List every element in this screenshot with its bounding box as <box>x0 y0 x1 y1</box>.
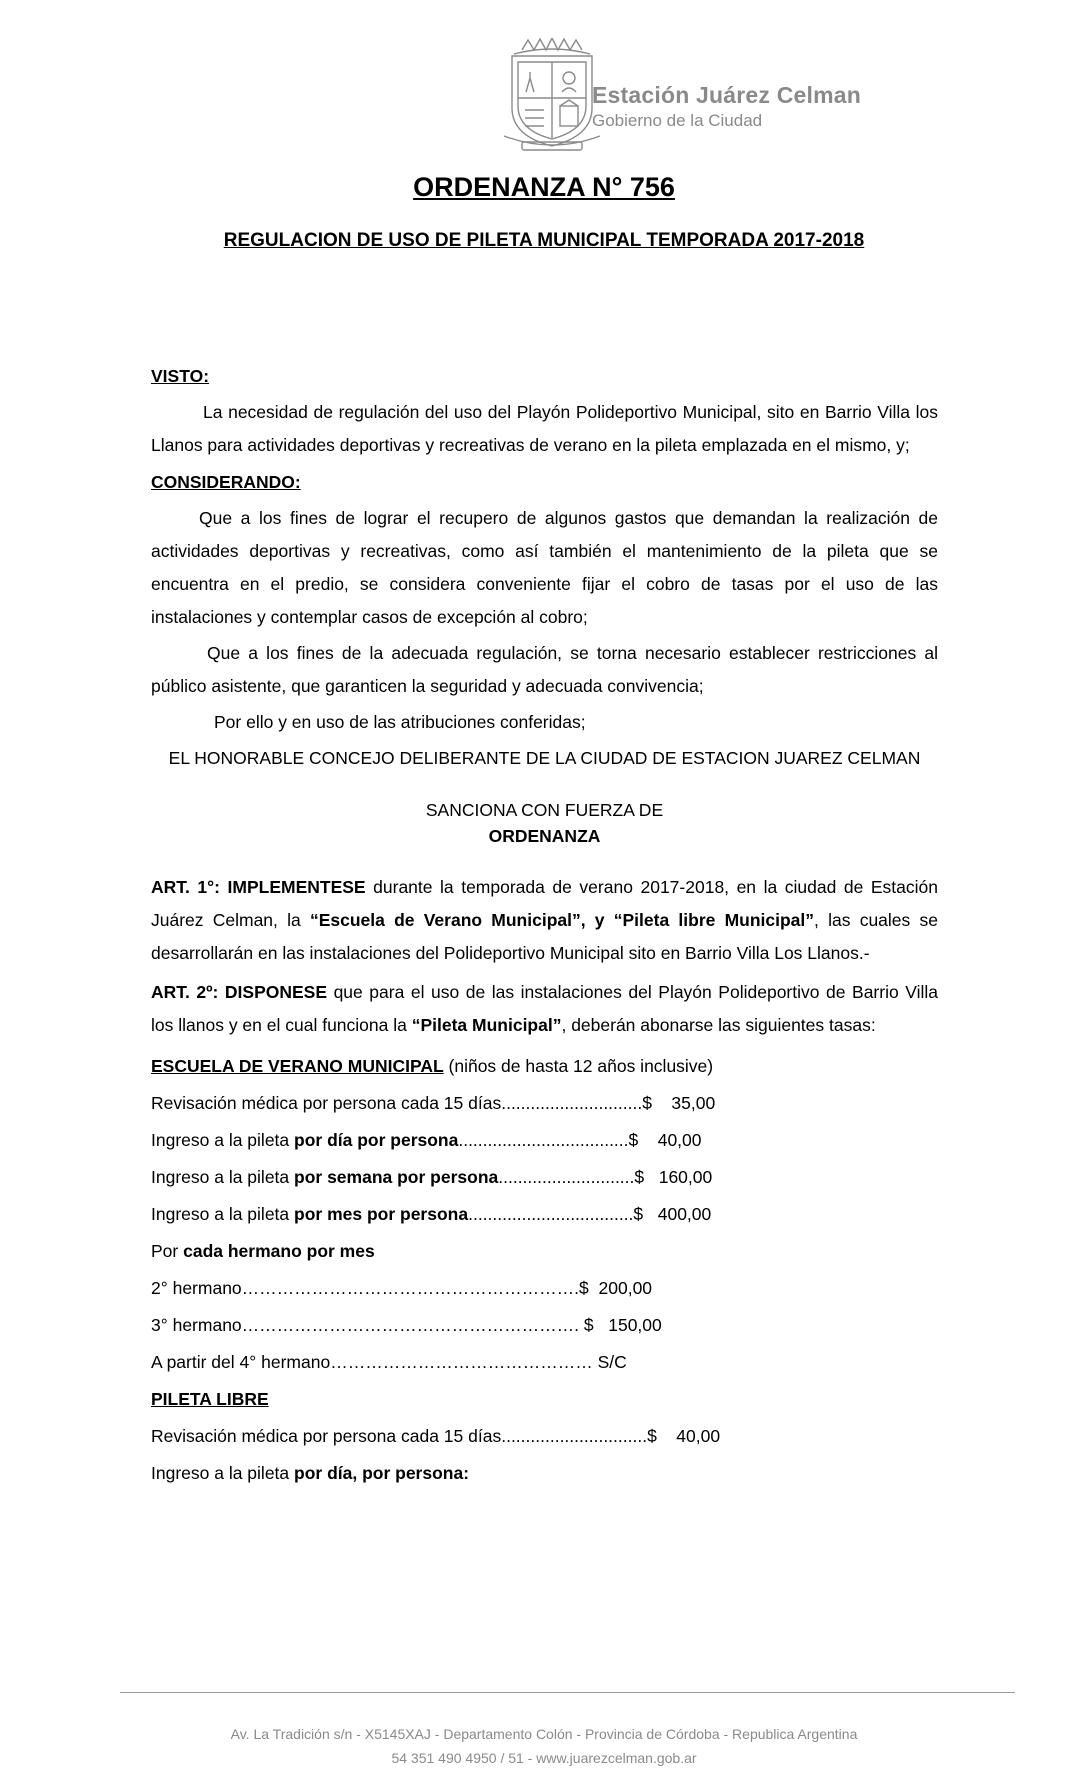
fee-dots: ............................ <box>498 1167 635 1187</box>
hermano-label: 3° hermano <box>151 1315 242 1335</box>
article-2-text-1: que para el uso de las instalaciones del Playón Polideportivo de Barrio Villa los llanos y en el cual funciona la <box>151 982 938 1035</box>
fee-row <box>151 1418 938 1455</box>
hermano-price: $ 200,00 <box>579 1278 653 1298</box>
article-1-programs: “Escuela de Verano Municipal”, y “Pileta libre Municipal” <box>309 910 815 930</box>
fee-price: $ 35,00 <box>642 1093 716 1113</box>
fee-dots: ................................... <box>458 1130 629 1150</box>
hermano-row <box>151 1307 938 1344</box>
fee-price: $ 40,00 <box>628 1130 702 1150</box>
hermano-dots: …………………………………………………. <box>241 1278 580 1298</box>
hermano-price: $ 150,00 <box>583 1315 662 1335</box>
fee-label: Ingreso a la pileta <box>151 1463 295 1483</box>
fee-row <box>151 1455 938 1492</box>
visto-heading: VISTO: <box>151 366 210 386</box>
hermanos-heading-bold: cada hermano por mes <box>183 1241 375 1261</box>
escuela-note: (niños de hasta 12 años inclusive) <box>443 1056 714 1076</box>
hermano-row <box>151 1270 938 1307</box>
article-2-text-2: , deberán abonarse las siguientes tasas: <box>561 1015 876 1035</box>
footer-divider <box>120 1692 1015 1693</box>
document-subtitle: REGULACION DE USO DE PILETA MUNICIPAL TEMPORADA 2017-2018 <box>223 230 865 251</box>
footer-contact: 54 351 490 4950 / 51 - www.juarezcelman.gob.ar <box>391 1750 697 1766</box>
hermano-row <box>151 1344 938 1381</box>
fee-label-bold: por día, por persona: <box>294 1463 470 1483</box>
article-1 <box>151 871 938 970</box>
fee-label: Ingreso a la pileta <box>151 1167 295 1187</box>
fee-row <box>151 1159 938 1196</box>
document-title: ORDENANZA N° 756 <box>413 172 675 202</box>
visto-text: La necesidad de regulación del uso del Playón Polideportivo Municipal, sito en Barrio Villa los Llanos para actividades deportivas y recreativas de verano en la pileta emplazada en el mismo, y; <box>151 402 938 455</box>
fee-label-bold: por mes por persona <box>294 1204 469 1224</box>
hermano-label: 2° hermano <box>151 1278 242 1298</box>
escuela-heading: ESCUELA DE VERANO MUNICIPAL <box>151 1056 444 1076</box>
pileta-libre-heading: PILETA LIBRE <box>151 1389 269 1409</box>
fee-dots: .............................. <box>501 1426 648 1446</box>
footer <box>0 1722 1088 1770</box>
hermano-dots: …………………………………………………. <box>241 1315 584 1335</box>
hermano-price: S/C <box>597 1352 627 1372</box>
concejo-line: EL HONORABLE CONCEJO DELIBERANTE DE LA CIUDAD DE ESTACION JUAREZ CELMAN <box>168 748 921 768</box>
fee-label-bold: por día por persona <box>294 1130 459 1150</box>
fee-row <box>151 1196 938 1233</box>
ordenanza-line: ORDENANZA <box>488 826 601 846</box>
hermanos-heading <box>151 1233 938 1270</box>
escuela-heading-line <box>151 1048 938 1085</box>
fee-dots: .................................. <box>468 1204 634 1224</box>
article-2 <box>151 976 938 1042</box>
letterhead <box>492 38 912 156</box>
document-body <box>151 360 938 1492</box>
considerando-paragraph-2: Que a los fines de la adecuada regulación, se torna necesario establecer restricciones al público asistente, que garanticen la seguridad y adecuada convivencia; <box>151 643 938 696</box>
fee-price: $ 40,00 <box>647 1426 721 1446</box>
organization-name-block <box>592 82 861 131</box>
considerando-paragraph-3: Por ello y en uso de las atribuciones conferidas; <box>214 712 586 732</box>
hermanos-heading-pre: Por <box>151 1241 184 1261</box>
hermano-label: A partir del 4° hermano <box>151 1352 331 1372</box>
hermano-dots: ……………………………………… <box>330 1352 598 1372</box>
fee-row <box>151 1085 938 1122</box>
organization-name: Estación Juárez Celman <box>592 82 862 108</box>
organization-subtitle: Gobierno de la Ciudad <box>592 111 763 130</box>
article-1-label: ART. 1°: IMPLEMENTESE <box>151 877 366 897</box>
sanciona-line: SANCIONA CON FUERZA DE <box>425 800 664 820</box>
article-1-text-1: durante la temporada de verano 2017-2018, en la ciudad de Estación Juárez Celman, la <box>151 877 938 930</box>
fee-label: Ingreso a la pileta <box>151 1204 295 1224</box>
considerando-paragraph-1: Que a los fines de lograr el recupero de algunos gastos que demandan la realización de actividades deportivas y recreativas, como así también el mantenimiento de la pileta que se encuentra en el predio, se considera conveniente fijar el cobro de tasas por el uso de las instalaciones y contemplar casos de excepción al cobro; <box>151 508 938 627</box>
fee-row <box>151 1122 938 1159</box>
article-1-text-2: , las cuales se desarrollarán en las instalaciones del Polideportivo Municipal sito en Barrio Villa Los Llanos.- <box>151 910 938 963</box>
fee-dots: ............................. <box>501 1093 643 1113</box>
fee-label: Revisación médica por persona cada 15 días <box>151 1093 502 1113</box>
fee-price: $ 400,00 <box>633 1204 712 1224</box>
fee-label: Revisación médica por persona cada 15 días <box>151 1426 502 1446</box>
article-2-label: ART. 2º: DISPONESE <box>151 982 328 1002</box>
considerando-heading: CONSIDERANDO: <box>151 472 301 492</box>
fee-price: $ 160,00 <box>634 1167 713 1187</box>
article-2-pileta: “Pileta Municipal” <box>411 1015 562 1035</box>
fee-label: Ingreso a la pileta <box>151 1130 295 1150</box>
footer-address: Av. La Tradición s/n - X5145XAJ - Departamento Colón - Provincia de Córdoba - Republica Argentina <box>230 1726 858 1742</box>
fee-label-bold: por semana por persona <box>294 1167 499 1187</box>
